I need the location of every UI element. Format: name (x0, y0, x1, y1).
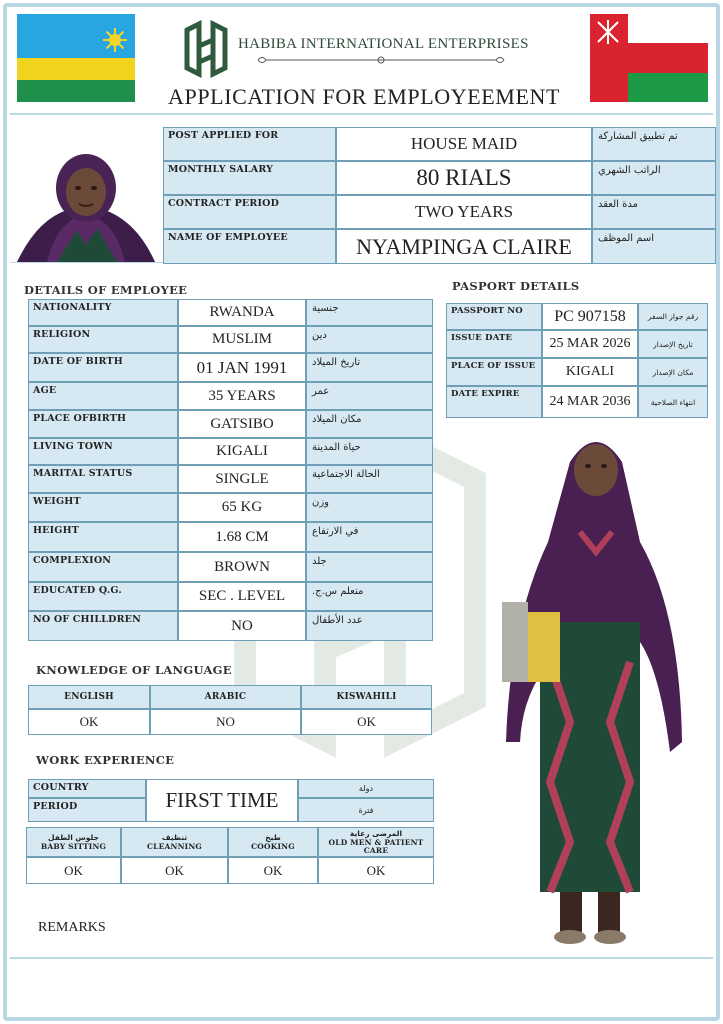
remarks-label: REMARKS (38, 920, 106, 935)
details-section-title: DETAILS OF EMPLOYEE (24, 283, 188, 297)
skill-arabic-label: المرضى رعاية (349, 828, 403, 838)
skill-header (121, 827, 228, 857)
details-label: RELIGION (28, 326, 178, 353)
passport-value: PC 907158 (542, 303, 638, 330)
details-label: COMPLEXION (28, 552, 178, 582)
work-period-label: PERIOD (28, 798, 146, 822)
company-name: HABIBA INTERNATIONAL ENTERPRISES (238, 36, 529, 52)
details-label: AGE (28, 382, 178, 410)
employee-portrait-photo (17, 150, 155, 262)
details-arabic-label: جنسية (306, 299, 433, 326)
details-value: 1.68 CM (178, 522, 306, 552)
passport-label: DATE EXPIRE (446, 386, 542, 418)
skill-label: COOKING (251, 842, 295, 851)
post-arabic-label: تم تطبيق المشاركة (592, 127, 716, 161)
post-arabic-label: الراتب الشهري (592, 161, 716, 195)
details-value: 65 KG (178, 493, 306, 522)
details-value: SEC . LEVEL (178, 582, 306, 611)
passport-label: PASSPORT NO (446, 303, 542, 330)
details-arabic-label: الحالة الاجتماعية (306, 465, 433, 493)
details-arabic-label: عمر (306, 382, 433, 410)
passport-arabic-label: مكان الإصدار (638, 358, 708, 386)
post-value: TWO YEARS (336, 195, 592, 229)
post-arabic-label: اسم الموظف (592, 229, 716, 264)
details-value: BROWN (178, 552, 306, 582)
skill-header (26, 827, 121, 857)
post-label: POST APPLIED FOR (163, 127, 336, 161)
passport-value: KIGALI (542, 358, 638, 386)
passport-arabic-label: انتهاء الصلاحية (638, 386, 708, 418)
post-label: CONTRACT PERIOD (163, 195, 336, 229)
language-header: KISWAHILI (301, 685, 432, 709)
details-arabic-label: تاريخ الميلاد (306, 353, 433, 382)
language-header: ARABIC (150, 685, 301, 709)
details-label: LIVING TOWN (28, 438, 178, 465)
skill-value: OK (318, 857, 434, 884)
post-value: NYAMPINGA CLAIRE (336, 229, 592, 264)
skill-arabic-label: تنظيف (161, 832, 188, 842)
details-arabic-label: متعلم س.ج. (306, 582, 433, 611)
details-label: NATIONALITY (28, 299, 178, 326)
details-value: GATSIBO (178, 410, 306, 438)
details-value: 35 YEARS (178, 382, 306, 410)
passport-value: 24 MAR 2036 (542, 386, 638, 418)
skill-value: OK (121, 857, 228, 884)
work-country-arabic: دولة (298, 779, 434, 798)
skill-arabic-label: طبخ (265, 832, 281, 842)
details-arabic-label: عدد الأطفال (306, 611, 433, 641)
details-label: MARITAL STATUS (28, 465, 178, 493)
skill-header (228, 827, 318, 857)
details-label: DATE OF BIRTH (28, 353, 178, 382)
details-label: WEIGHT (28, 493, 178, 522)
details-label: NO OF CHILLDREN (28, 611, 178, 641)
language-value: OK (28, 709, 150, 735)
language-value: NO (150, 709, 301, 735)
details-arabic-label: في الارتفاع (306, 522, 433, 552)
details-arabic-label: دين (306, 326, 433, 353)
language-header: ENGLISH (28, 685, 150, 709)
details-arabic-label: وزن (306, 493, 433, 522)
skill-header (318, 827, 434, 857)
language-section-title: KNOWLEDGE OF LANGUAGE (36, 663, 232, 677)
passport-label: PLACE OF ISSUE (446, 358, 542, 386)
post-label: NAME OF EMPLOYEE (163, 229, 336, 264)
details-arabic-label: مكان الميلاد (306, 410, 433, 438)
post-label: MONTHLY SALARY (163, 161, 336, 195)
work-section-title: WORK EXPERIENCE (36, 753, 175, 767)
oman-flag-icon (590, 14, 708, 102)
passport-section-title: PASPORT DETAILS (452, 279, 580, 293)
post-arabic-label: مدة العقد (592, 195, 716, 229)
details-arabic-label: جلد (306, 552, 433, 582)
details-label: HEIGHT (28, 522, 178, 552)
work-country-label: COUNTRY (28, 779, 146, 798)
language-value: OK (301, 709, 432, 735)
details-value: MUSLIM (178, 326, 306, 353)
work-period-arabic: فترة (298, 798, 434, 822)
skill-arabic-label: جلوس الطفل (48, 832, 99, 842)
page-title: APPLICATION FOR EMPLOYEEMENT (168, 84, 561, 109)
passport-value: 25 MAR 2026 (542, 330, 638, 358)
work-experience-value: FIRST TIME (146, 779, 298, 822)
footer-divider (10, 957, 713, 959)
details-value: NO (178, 611, 306, 641)
details-value: SINGLE (178, 465, 306, 493)
skill-label: CLEANNING (146, 842, 203, 851)
details-value: RWANDA (178, 299, 306, 326)
passport-arabic-label: رقم جواز السفر (638, 303, 708, 330)
passport-label: ISSUE DATE (446, 330, 542, 358)
details-label: EDUCATED Q.G. (28, 582, 178, 611)
skill-label: OLD MEN & PATIENT CARE (328, 838, 424, 855)
ornament-divider (256, 54, 506, 66)
employee-full-photo (500, 422, 690, 947)
details-value: KIGALI (178, 438, 306, 465)
post-value: HOUSE MAID (336, 127, 592, 161)
skill-value: OK (26, 857, 121, 884)
skill-value: OK (228, 857, 318, 884)
details-label: PLACE OFBIRTH (28, 410, 178, 438)
details-value: 01 JAN 1991 (178, 353, 306, 382)
skill-label: BABY SITTING (40, 842, 107, 851)
company-logo-icon (183, 20, 229, 78)
passport-arabic-label: تاريخ الإصدار (638, 330, 708, 358)
header-divider (10, 113, 713, 115)
rwanda-flag-icon (17, 14, 135, 102)
details-arabic-label: حياة المدينة (306, 438, 433, 465)
post-value: 80 RIALS (336, 161, 592, 195)
